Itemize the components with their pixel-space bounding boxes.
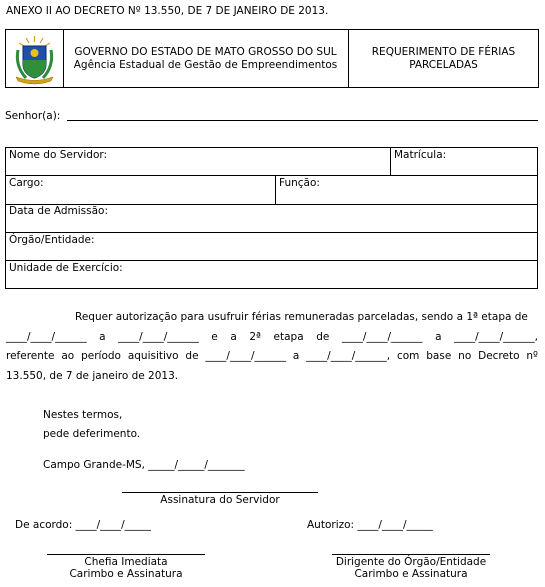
- dirigente-signature-line: [332, 554, 490, 555]
- field-funcao[interactable]: [276, 176, 538, 204]
- para-line-3: referente ao período aquisitivo de ____/____/______ a ____/____/______, com base no Decreto nº: [6, 350, 538, 362]
- field-orgao[interactable]: [6, 232, 538, 260]
- field-admissao[interactable]: [6, 204, 538, 232]
- gov-line-1: GOVERNO DO ESTADO DE MATO GROSSO DO SUL: [74, 45, 337, 58]
- dirigente-stamp-label: Carimbo e Assinatura: [354, 568, 468, 580]
- government-name: [63, 30, 349, 87]
- autorizo-date: Autorizo: ____/____/_____: [307, 519, 433, 531]
- field-nome[interactable]: [6, 148, 391, 176]
- place-date: Campo Grande-MS, _____/_____/_______: [43, 459, 245, 471]
- chefia-stamp-label: Carimbo e Assinatura: [69, 568, 183, 580]
- request-paragraph: [6, 308, 538, 386]
- chefia-signature-line: [47, 554, 205, 555]
- senhor-label: Senhor(a):: [5, 110, 61, 122]
- servant-form: [5, 147, 538, 176]
- state-coat-of-arms-icon: [6, 30, 64, 87]
- annex-title: ANEXO II AO DECRETO Nº 13.550, DE 7 DE JANEIRO DE 2013.: [6, 5, 329, 17]
- senhor-input-line[interactable]: [67, 120, 538, 121]
- field-matricula-label: Matrícula:: [394, 149, 447, 161]
- document-header: [5, 29, 539, 88]
- closing-line-2: pede deferimento.: [43, 428, 141, 440]
- req-line-2: PARCELADAS: [409, 58, 478, 71]
- field-unidade[interactable]: [6, 260, 538, 288]
- field-nome-label: Nome do Servidor:: [9, 149, 108, 161]
- para-line-1: Requer autorização para usufruir férias remuneradas parceladas, sendo a 1ª etapa de: [75, 311, 528, 323]
- chefia-signature-block: [47, 556, 205, 580]
- field-cargo-label: Cargo:: [9, 177, 44, 189]
- dirigente-label: Dirigente do Órgão/Entidade: [335, 556, 487, 568]
- field-funcao-label: Função:: [279, 177, 320, 189]
- closing-line-1: Nestes termos,: [43, 409, 123, 421]
- servant-form-row3: [5, 204, 538, 289]
- chefia-label: Chefia Imediata: [84, 556, 168, 568]
- req-line-1: REQUERIMENTO DE FÉRIAS: [371, 45, 516, 58]
- de-acordo-date: De acordo: ____/____/_____: [15, 519, 151, 531]
- para-line-2: ____/____/______ a ____/____/______ e a 2ª etapa de ____/____/______ a ____/____/______,: [6, 330, 538, 343]
- servant-signature-line: [122, 492, 318, 493]
- servant-form-row2: [5, 176, 538, 205]
- request-title: [349, 30, 538, 87]
- field-unidade-label: Unidade de Exercício:: [9, 261, 123, 274]
- field-cargo[interactable]: [6, 176, 276, 204]
- dirigente-signature-block: [326, 556, 496, 580]
- para-line-4: 13.550, de 7 de janeiro de 2013.: [6, 369, 179, 382]
- field-matricula[interactable]: [391, 148, 538, 176]
- gov-line-2: Agência Estadual de Gestão de Empreendimentos: [73, 58, 338, 71]
- servant-signature-label: Assinatura do Servidor: [160, 494, 280, 506]
- field-admissao-label: Data de Admissão:: [9, 205, 109, 217]
- field-orgao-label: Órgão/Entidade:: [9, 233, 95, 246]
